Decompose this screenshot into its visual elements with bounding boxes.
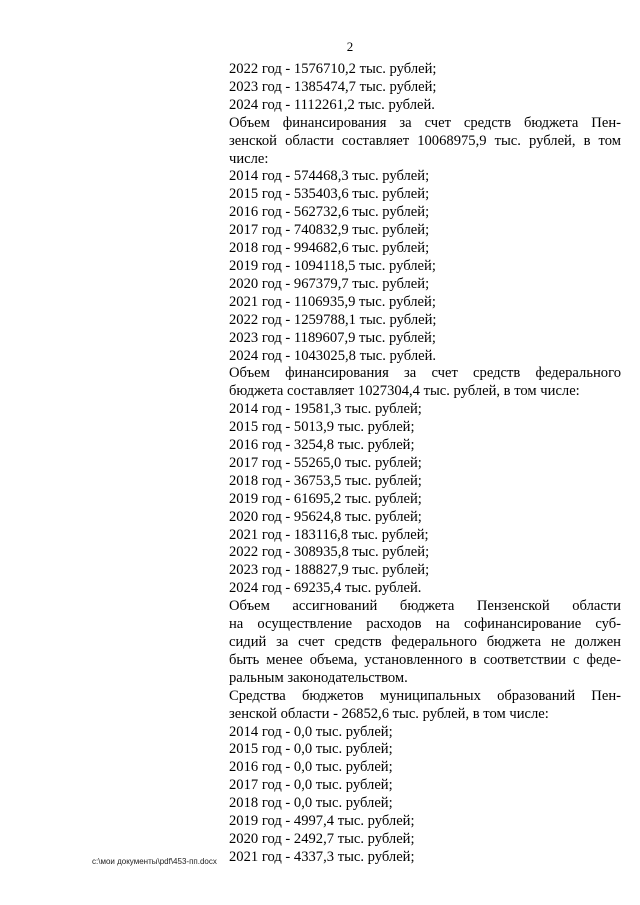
paragraph-line: Объем финансирования за счет средств федерального: [229, 365, 621, 382]
budget-year-line: 2023 год - 1385474,7 тыс. рублей;: [229, 78, 437, 95]
budget-year-line: 2024 год - 1112261,2 тыс. рублей.: [229, 96, 435, 113]
budget-year-line: 2017 год - 740832,9 тыс. рублей;: [229, 222, 430, 239]
budget-year-line: 2018 год - 36753,5 тыс. рублей;: [229, 472, 422, 489]
paragraph: [229, 115, 621, 169]
budget-year-line: 2020 год - 967379,7 тыс. рублей;: [229, 275, 430, 292]
budget-year-line: 2017 год - 0,0 тыс. рублей;: [229, 777, 393, 794]
paragraph-line: сидий за счет средств федерального бюджета не должен: [229, 634, 621, 650]
budget-year-line: 2023 год - 1189607,9 тыс. рублей;: [229, 329, 436, 346]
budget-year-line: 2022 год - 308935,8 тыс. рублей;: [229, 544, 430, 561]
budget-year-line: 2019 год - 4997,4 тыс. рублей;: [229, 813, 415, 830]
budget-year-line: 2017 год - 55265,0 тыс. рублей;: [229, 454, 422, 471]
budget-year-line: 2021 год - 4337,3 тыс. рублей;: [229, 848, 415, 865]
paragraph-line: числе:: [229, 150, 269, 167]
budget-year-line: 2016 год - 0,0 тыс. рублей;: [229, 759, 393, 776]
budget-year-line: 2018 год - 0,0 тыс. рублей;: [229, 795, 393, 812]
budget-year-line: 2024 год - 69235,4 тыс. рублей.: [229, 580, 422, 597]
budget-year-line: 2021 год - 183116,8 тыс. рублей;: [229, 526, 429, 543]
document-body: [229, 61, 621, 867]
budget-year-line: 2020 год - 2492,7 тыс. рублей;: [229, 830, 415, 847]
paragraph: [229, 598, 621, 688]
budget-year-line: 2015 год - 5013,9 тыс. рублей;: [229, 419, 415, 436]
budget-year-line: 2016 год - 3254,8 тыс. рублей;: [229, 437, 415, 454]
budget-year-line: 2019 год - 61695,2 тыс. рублей;: [229, 490, 422, 507]
paragraph-line: Объем ассигнований бюджета Пензенской области: [229, 598, 621, 615]
page-number: 2: [346, 39, 354, 54]
paragraph: [229, 365, 621, 401]
paragraph-line: зенской области составляет 10068975,9 тыс. рублей, в том: [229, 132, 621, 149]
paragraph-line: бюджета составляет 1027304,4 тыс. рублей, в том числе:: [229, 383, 580, 400]
paragraph-line: быть менее объема, установленного в соответствии с феде-: [229, 651, 621, 668]
budget-year-line: 2015 год - 535403,6 тыс. рублей;: [229, 186, 430, 203]
file-path-footer: c:\мои документы\pdf\453-пп.docx: [92, 857, 217, 866]
budget-year-line: 2023 год - 188827,9 тыс. рублей;: [229, 562, 430, 579]
paragraph-line: Средства бюджетов муниципальных образований Пен-: [229, 687, 621, 704]
budget-year-line: 2018 год - 994682,6 тыс. рублей;: [229, 240, 430, 257]
budget-year-line: 2016 год - 562732,6 тыс. рублей;: [229, 204, 430, 221]
budget-year-line: 2014 год - 0,0 тыс. рублей;: [229, 723, 393, 740]
paragraph-line: Объем финансирования за счет средств бюджета Пен-: [229, 114, 621, 131]
budget-year-line: 2015 год - 0,0 тыс. рублей;: [229, 741, 393, 758]
budget-year-line: 2021 год - 1106935,9 тыс. рублей;: [229, 293, 436, 310]
budget-year-line: 2022 год - 1576710,2 тыс. рублей;: [229, 61, 437, 77]
paragraph: [229, 688, 621, 724]
budget-year-line: 2014 год - 19581,3 тыс. рублей;: [229, 401, 422, 418]
paragraph-line: зенской области - 26852,6 тыс. рублей, в том числе:: [229, 705, 549, 722]
budget-year-line: 2020 год - 95624,8 тыс. рублей;: [229, 508, 422, 525]
paragraph-line: на осуществление расходов на софинансирование суб-: [229, 616, 621, 633]
budget-year-line: 2019 год - 1094118,5 тыс. рублей;: [229, 257, 436, 274]
budget-year-line: 2024 год - 1043025,8 тыс. рублей.: [229, 347, 437, 364]
budget-year-line: 2022 год - 1259788,1 тыс. рублей;: [229, 311, 437, 328]
paragraph-line: ральным законодательством.: [229, 669, 408, 686]
budget-year-line: 2014 год - 574468,3 тыс. рублей;: [229, 168, 430, 185]
